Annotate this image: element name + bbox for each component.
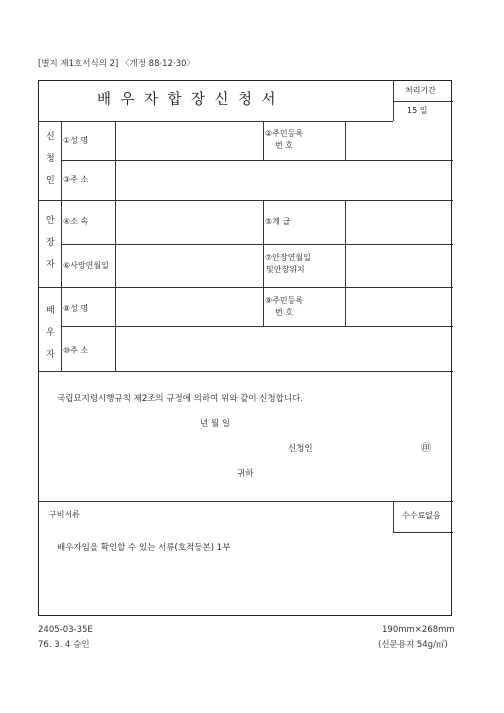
- rule: [39, 287, 453, 288]
- rule: [345, 121, 346, 160]
- section-char: 자: [46, 260, 55, 270]
- paper-size: 190mm×268mm: [382, 625, 455, 635]
- section-char: 인: [46, 176, 55, 186]
- resident-no-label: ⑨주민등록: [265, 296, 304, 305]
- rule: [393, 101, 453, 102]
- documents-item: 배우자임을 확인할 수 있는 서류(호적등본) 1부: [57, 543, 231, 553]
- rule: [61, 121, 62, 371]
- affiliation-label: ④소 속: [63, 217, 89, 226]
- rule: [115, 121, 116, 371]
- section-char: 배: [46, 306, 55, 316]
- rule: [263, 121, 264, 160]
- rule: [263, 287, 264, 326]
- form-reference: [별지 제1호서식의 2] 〈개정 88·12·30〉: [38, 59, 196, 69]
- name-label: ⑧성 명: [63, 304, 89, 313]
- processing-period-label: 처리기간: [405, 86, 436, 95]
- burial-label: ⑦안장연월일: [265, 253, 311, 262]
- section-char: 장: [46, 238, 55, 248]
- rule: [393, 532, 453, 533]
- section-char: 청: [46, 154, 55, 164]
- rule: [263, 200, 264, 287]
- section-char: 우: [46, 328, 55, 338]
- seal-icon: ㊞: [421, 443, 431, 454]
- form-title: 배우자합장신청서: [97, 92, 286, 108]
- resident-no-label: 번 호: [275, 141, 293, 150]
- rule: [61, 326, 453, 327]
- resident-no-label: ②주민등록: [265, 129, 304, 138]
- paper-spec: (신문용지 54g/㎡): [378, 640, 448, 650]
- address-label: ③주 소: [63, 175, 89, 184]
- name-label: ①성 명: [63, 136, 89, 145]
- rule: [39, 200, 453, 201]
- burial-label: 및안장위치: [266, 265, 305, 274]
- address-label: ⑩주 소: [63, 346, 89, 355]
- rule: [39, 121, 393, 122]
- section-char: 자: [46, 350, 55, 360]
- rank-label: ⑤계 급: [265, 217, 291, 226]
- rule: [393, 81, 394, 121]
- fee-label: 수수료없음: [402, 511, 441, 520]
- approval-date: 76. 3. 4 승인: [38, 640, 90, 650]
- rule: [61, 244, 453, 245]
- rule: [345, 287, 346, 326]
- statement-text: 국립묘지령시행규칙 제2조의 규정에 의하여 위와 같이 신청합니다.: [57, 394, 304, 404]
- documents-label: 구비서류: [49, 510, 80, 519]
- rule: [61, 160, 453, 161]
- addressee: 귀하: [237, 469, 254, 479]
- rule: [39, 501, 453, 502]
- rule: [39, 371, 453, 372]
- application-form: [38, 80, 452, 616]
- form-code: 2405-03-35E: [38, 625, 93, 635]
- death-date-label: ⑥사망연월일: [63, 261, 109, 270]
- resident-no-label: 번 호: [275, 308, 293, 317]
- processing-period-value: 15 일: [407, 106, 428, 115]
- rule: [393, 501, 394, 532]
- date-line: 년 월 일: [200, 419, 231, 429]
- applicant-sign-label: 신청인: [288, 444, 313, 454]
- rule: [345, 200, 346, 287]
- section-char: 안: [46, 216, 55, 226]
- section-char: 신: [46, 132, 55, 142]
